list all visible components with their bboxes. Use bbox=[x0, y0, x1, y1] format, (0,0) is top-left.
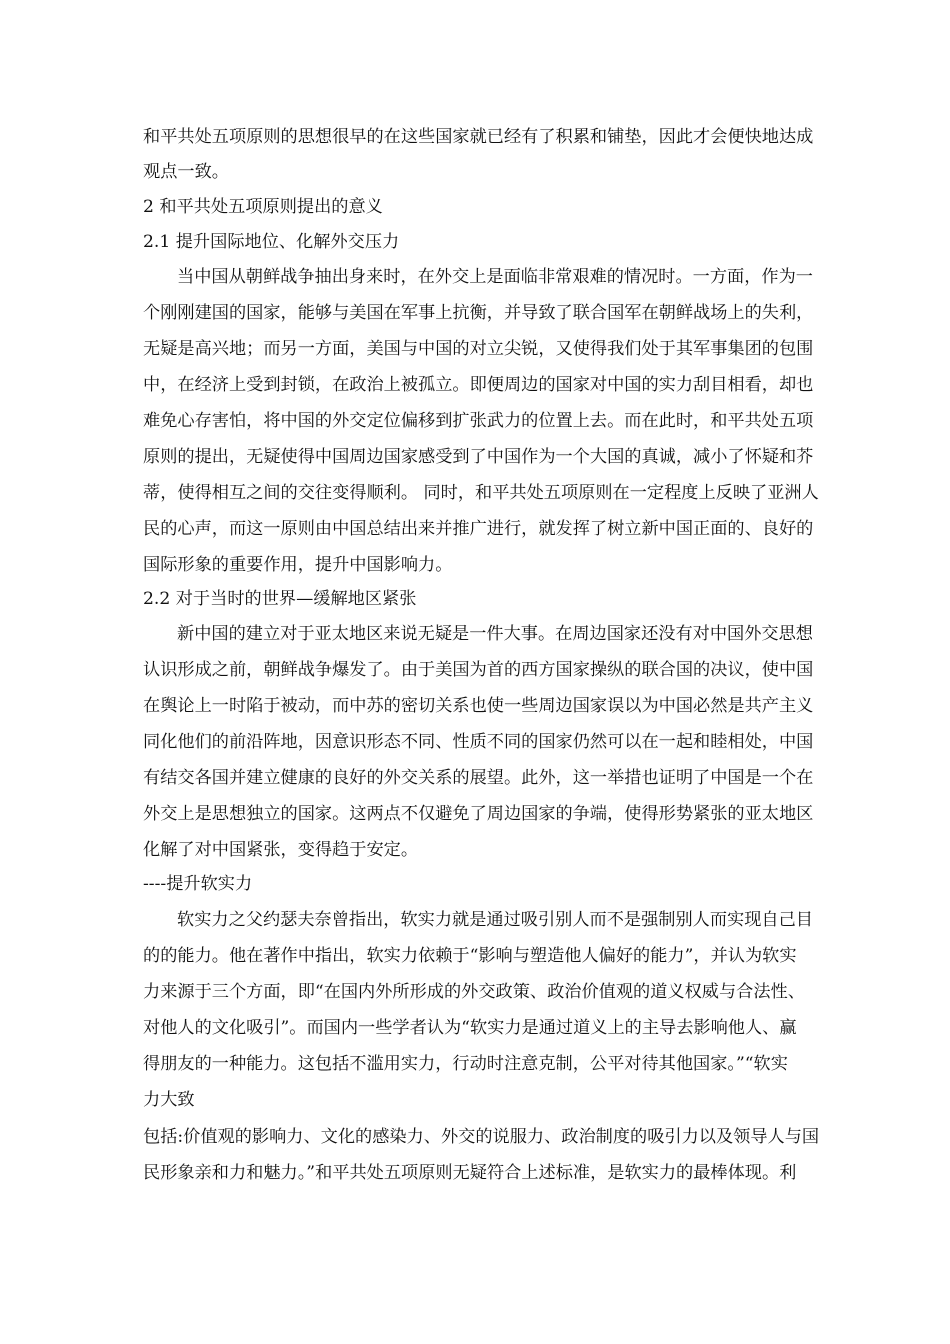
subsection-heading: ----提升软实力 bbox=[143, 874, 253, 894]
subsection-heading: 2.1 提升国际地位、化解外交压力 bbox=[143, 232, 400, 252]
paragraph-line: 民的心声，而这一原则由中国总结出来并推广进行，就发挥了树立新中国正面的、良好的 bbox=[143, 519, 814, 539]
paragraph-line: 观点一致。 bbox=[143, 162, 229, 182]
paragraph-line: 原则的提出，无疑使得中国周边国家感受到了中国作为一个大国的真诚，减小了怀疑和芥 bbox=[143, 447, 814, 467]
paragraph-line: 包括:价值观的影响力、文化的感染力、外交的说服力、政治制度的吸引力以及领导人与国 bbox=[143, 1127, 820, 1147]
paragraph-line: 和平共处五项原则的思想很早的在这些国家就已经有了积累和铺垫，因此才会便快地达成 bbox=[143, 127, 814, 147]
paragraph-line: 民形象亲和力和魅力。”和平共处五项原则无疑符合上述标准，是软实力的最棒体现。利 bbox=[143, 1163, 797, 1183]
paragraph-line: 新中国的建立对于亚太地区来说无疑是一件大事。在周边国家还没有对中国外交思想 bbox=[177, 624, 813, 644]
paragraph-line: 得朋友的一种能力。这包括不滥用实力，行动时注意克制，公平对待其他国家。”“软实 bbox=[143, 1054, 788, 1074]
paragraph-line: 国际形象的重要作用，提升中国影响力。 bbox=[143, 555, 453, 575]
paragraph-line: 中，在经济上受到封锁，在政治上被孤立。即便周边的国家对中国的实力刮目相看，却也 bbox=[143, 375, 814, 395]
paragraph-line: 个刚刚建国的国家，能够与美国在军事上抗衡，并导致了联合国军在朝鲜战场上的失利， bbox=[143, 303, 814, 323]
section-heading: 2 和平共处五项原则提出的意义 bbox=[143, 197, 383, 217]
paragraph-line: 认识形成之前，朝鲜战争爆发了。由于美国为首的西方国家操纵的联合国的决议，使中国 bbox=[143, 660, 814, 680]
paragraph-line: 力大致 bbox=[143, 1090, 195, 1110]
paragraph-line: 软实力之父约瑟夫奈曾指出，软实力就是通过吸引别人而不是强制别人而实现自己目 bbox=[177, 910, 813, 930]
paragraph-line: 当中国从朝鲜战争抽出身来时，在外交上是面临非常艰难的情况时。一方面，作为一 bbox=[177, 267, 813, 287]
paragraph-line: 有结交各国并建立健康的良好的外交关系的展望。此外，这一举措也证明了中国是一个在 bbox=[143, 768, 814, 788]
paragraph-line: 对他人的文化吸引”。而国内一些学者认为“软实力是通过道义上的主导去影响他人、赢 bbox=[143, 1018, 797, 1038]
subsection-heading: 2.2 对于当时的世界—缓解地区紧张 bbox=[143, 589, 417, 609]
paragraph-line: 同化他们的前沿阵地，因意识形态不同、性质不同的国家仍然可以在一起和睦相处，中国 bbox=[143, 732, 814, 752]
paragraph-line: 蒂，使得相互之间的交往变得顺利。 同时，和平共处五项原则在一定程度上反映了亚洲人 bbox=[143, 483, 819, 503]
paragraph-line: 难免心存害怕，将中国的外交定位偏移到扩张武力的位置上去。而在此时，和平共处五项 bbox=[143, 411, 814, 431]
paragraph-line: 力来源于三个方面，即“在国内外所形成的外交政策、政治价值观的道义权威与合法性、 bbox=[143, 982, 805, 1002]
paragraph-line: 化解了对中国紧张，变得趋于安定。 bbox=[143, 840, 419, 860]
paragraph-line: 在舆论上一时陷于被动，而中苏的密切关系也使一些周边国家误以为中国必然是共产主义 bbox=[143, 696, 814, 716]
paragraph-line: 的的能力。他在著作中指出，软实力依赖于“影响与塑造他人偏好的能力”，并认为软实 bbox=[143, 946, 797, 966]
paragraph-line: 无疑是高兴地；而另一方面，美国与中国的对立尖锐，又使得我们处于其军事集团的包围 bbox=[143, 339, 814, 359]
paragraph-line: 外交上是思想独立的国家。这两点不仅避免了周边国家的争端，使得形势紧张的亚太地区 bbox=[143, 804, 814, 824]
